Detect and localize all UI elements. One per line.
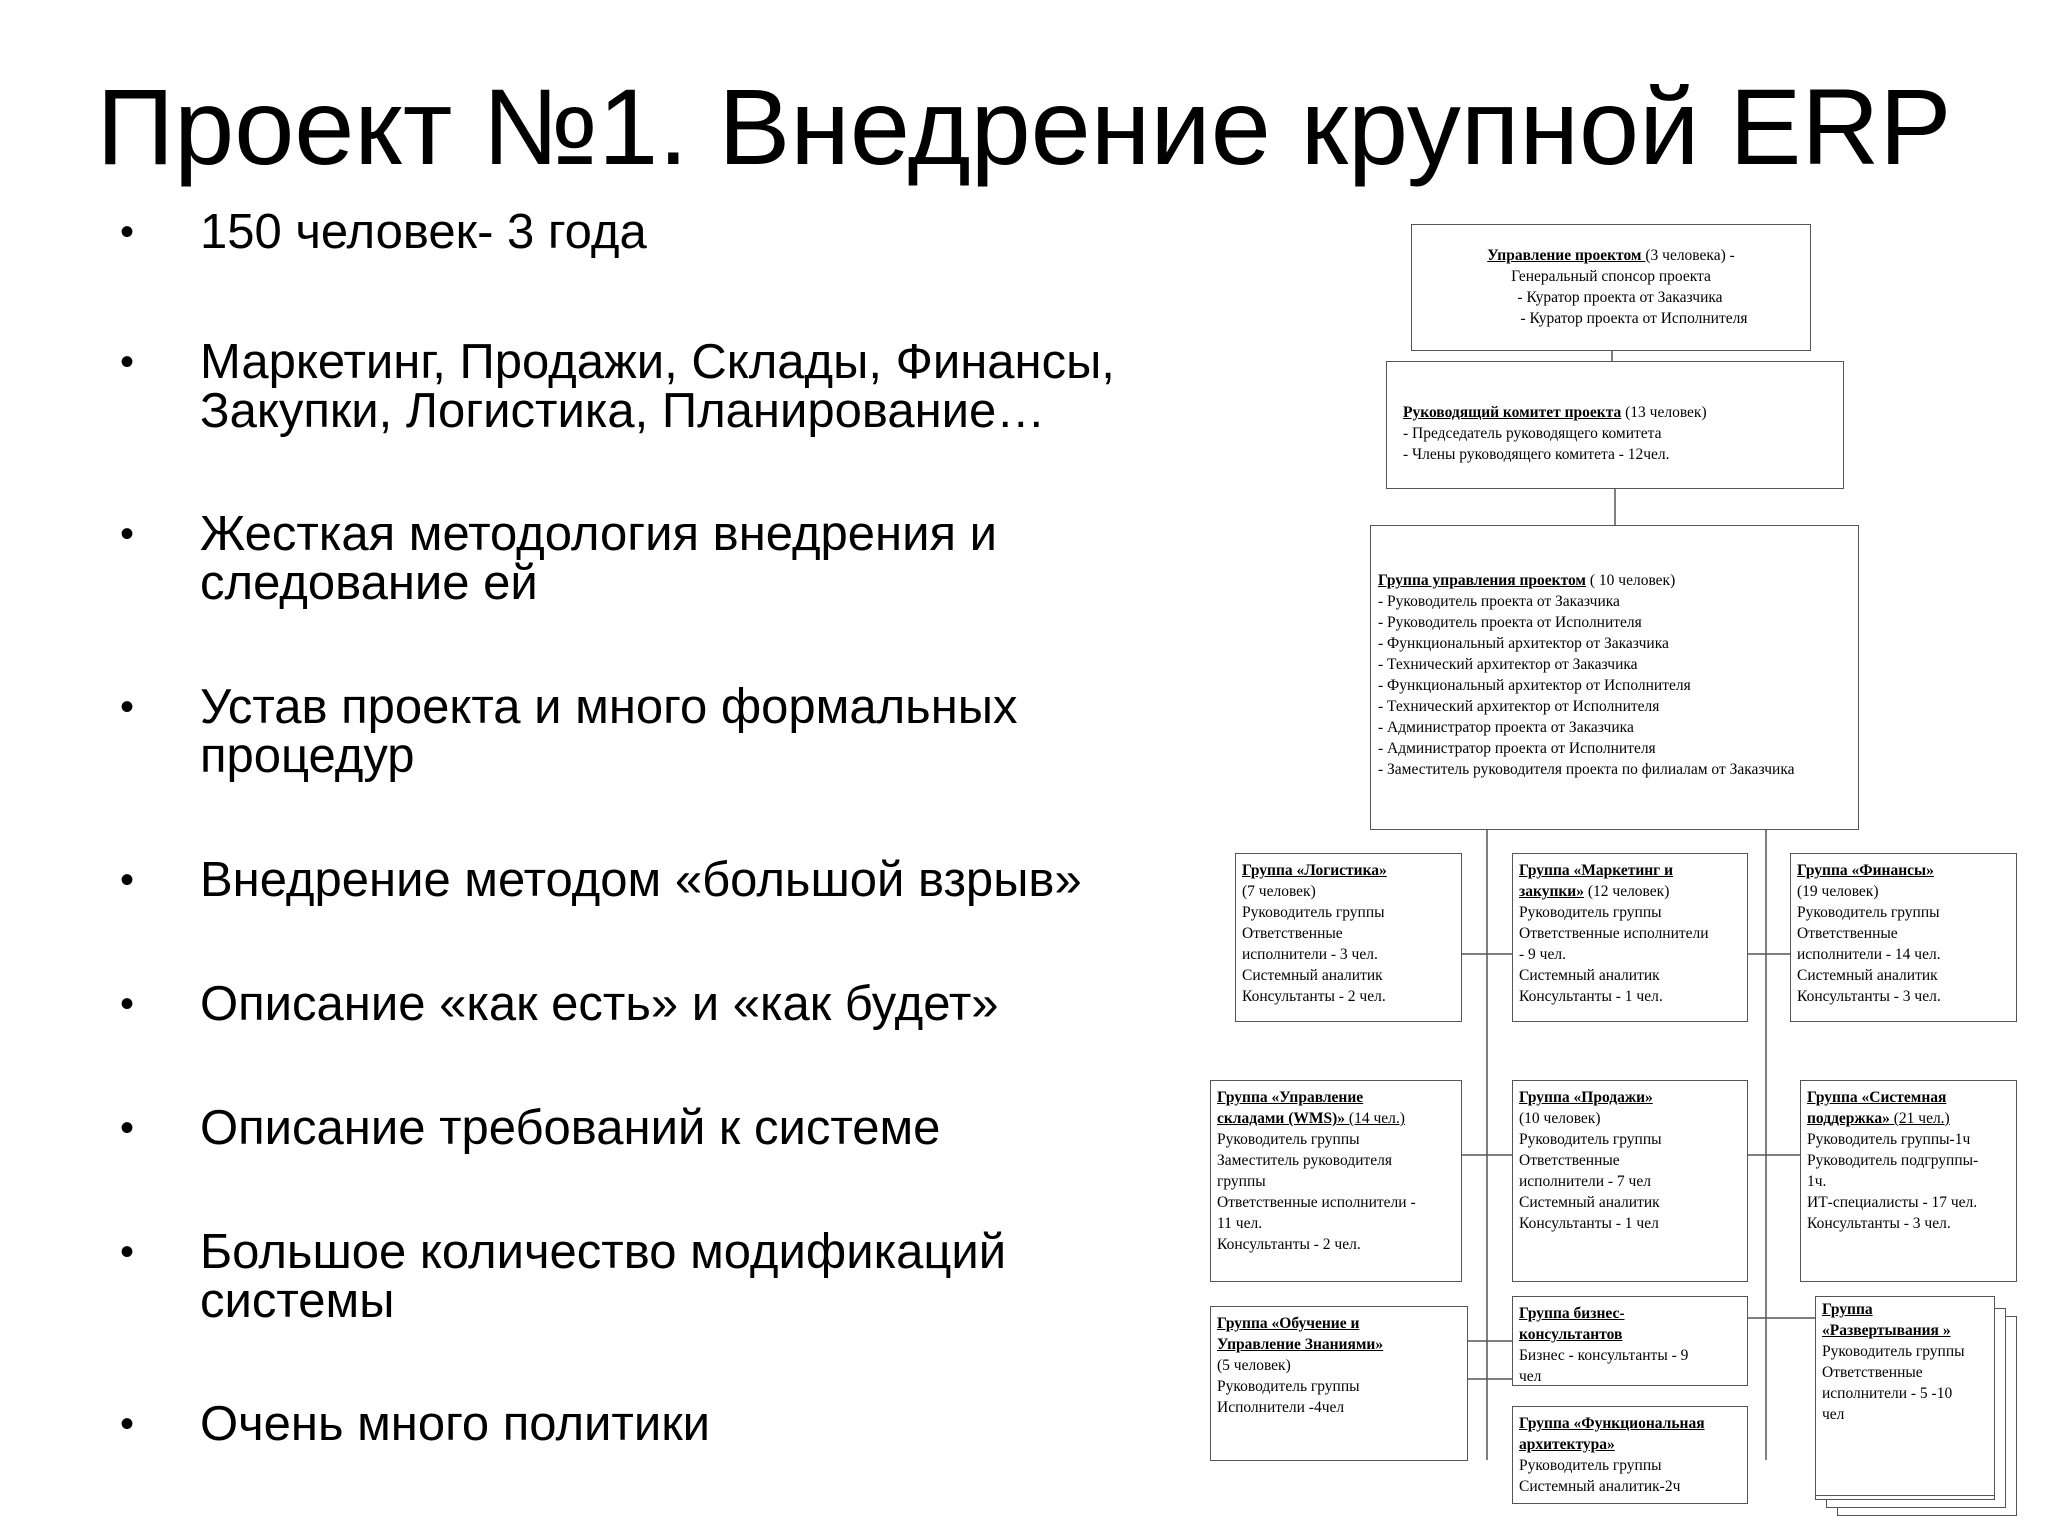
- bullet-dot: •: [120, 512, 135, 556]
- box-line: Консультанты - 1 чел: [1519, 1215, 1659, 1232]
- box-line: - Технический архитектор от Исполнителя: [1378, 698, 1660, 715]
- bullet-dot: •: [120, 1106, 135, 1150]
- bullet-dot: •: [120, 340, 135, 384]
- box-heading: «Развертывания »: [1822, 1322, 1951, 1339]
- bullet-text-cont: системы: [200, 1274, 395, 1328]
- box-line: Бизнес - консультанты - 9: [1519, 1347, 1689, 1364]
- box-heading: Группа: [1822, 1301, 1873, 1318]
- box-line: (5 человек): [1217, 1357, 1291, 1374]
- box-line: Руководитель группы: [1797, 904, 1940, 921]
- box-line: Руководитель группы: [1519, 1131, 1662, 1148]
- box-line: - Руководитель проекта от Исполнителя: [1378, 614, 1642, 631]
- box-line: - Куратор проекта от Заказчика: [1517, 289, 1723, 306]
- box-line: - Председатель руководящего комитета: [1403, 425, 1662, 442]
- box-heading-tail: (21 чел.): [1889, 1110, 1950, 1127]
- box-line: чел: [1822, 1406, 1845, 1423]
- box-line: 1ч.: [1807, 1173, 1827, 1190]
- bullet-dot: •: [120, 858, 135, 902]
- box-line: (19 человек): [1797, 883, 1879, 900]
- slide-title: Проект №1. Внедрение крупной ERP: [96, 66, 1952, 187]
- box-line: (10 человек): [1519, 1110, 1601, 1127]
- box-group-logistics: [1235, 853, 1462, 1022]
- box-line: Системный аналитик: [1797, 967, 1938, 984]
- box-line: Ответственные: [1519, 1152, 1620, 1169]
- box-heading: Группа «Функциональная: [1519, 1415, 1705, 1432]
- box-heading: Группа бизнес-: [1519, 1305, 1625, 1322]
- box-heading-tail: (12 человек): [1583, 883, 1670, 900]
- bullet-text: Маркетинг, Продажи, Склады, Финансы,: [200, 335, 1115, 389]
- box-line: - Заместитель руководителя проекта по филиалам от Заказчика: [1378, 761, 1795, 778]
- box-line: Консультанты - 2 чел.: [1217, 1236, 1361, 1253]
- box-line: Консультанты - 1 чел.: [1519, 988, 1663, 1005]
- box-heading-tail: ( 10 человек): [1586, 572, 1676, 589]
- bullet-dot: •: [120, 1402, 135, 1446]
- bullet-text: Жесткая методология внедрения и: [200, 507, 997, 561]
- box-line: Системный аналитик: [1519, 1194, 1660, 1211]
- box-line: чел: [1519, 1368, 1542, 1385]
- box-heading: Группа «Продажи»: [1519, 1089, 1653, 1106]
- box-group-finance: [1790, 853, 2017, 1022]
- box-line: Руководитель группы: [1822, 1343, 1965, 1360]
- box-line: исполнители - 7 чел: [1519, 1173, 1651, 1190]
- box-group-deployment: [1815, 1296, 1995, 1496]
- box-heading: Группа «Логистика»: [1242, 862, 1387, 879]
- box-line: Генеральный спонсор проекта: [1511, 268, 1711, 285]
- box-group-support: [1800, 1080, 2017, 1282]
- box-line: Руководитель подгруппы-: [1807, 1152, 1979, 1169]
- box-line: Ответственные исполнители -: [1217, 1194, 1416, 1211]
- box-heading-tail: (13 человек): [1621, 404, 1707, 421]
- box-line: (7 человек): [1242, 883, 1316, 900]
- box-heading: Группа управления проектом: [1378, 572, 1586, 589]
- box-line: - Руководитель проекта от Заказчика: [1378, 593, 1620, 610]
- bullet-text: Внедрение методом «большой взрыв»: [200, 853, 1082, 907]
- bullet-text: Описание требований к системе: [200, 1101, 941, 1155]
- box-heading: Управление проектом: [1487, 247, 1646, 264]
- box-group-wms: [1210, 1080, 1462, 1282]
- box-heading: Группа «Маркетинг и: [1519, 862, 1674, 879]
- box-line: - Функциональный архитектор от Исполнителя: [1378, 677, 1691, 694]
- bullet-text-cont: Закупки, Логистика, Планирование…: [200, 384, 1046, 438]
- box-group-consultants: [1512, 1296, 1748, 1386]
- box-pmo: [1370, 525, 1859, 830]
- box-line: - Технический архитектор от Заказчика: [1378, 656, 1638, 673]
- bullet-dot: •: [120, 982, 135, 1026]
- box-heading-tail: (3 человека) -: [1645, 247, 1735, 264]
- box-heading: Группа «Финансы»: [1797, 862, 1934, 879]
- box-line: - Функциональный архитектор от Заказчика: [1378, 635, 1669, 652]
- box-steering-committee: [1386, 361, 1844, 489]
- bullet-dot: •: [120, 685, 135, 729]
- box-heading-tail: (14 чел.): [1345, 1110, 1405, 1127]
- bullet-dot: •: [120, 210, 135, 254]
- box-line: группы: [1217, 1173, 1266, 1190]
- box-group-sales: [1512, 1080, 1748, 1282]
- box-line: Руководитель группы: [1217, 1378, 1360, 1395]
- box-line: Консультанты - 3 чел.: [1807, 1215, 1951, 1232]
- box-line: Руководитель группы-1ч: [1807, 1131, 1971, 1148]
- box-line: Руководитель группы: [1242, 904, 1385, 921]
- box-line: исполнители - 14 чел.: [1797, 946, 1941, 963]
- box-line: Консультанты - 3 чел.: [1797, 988, 1941, 1005]
- box-line: - 9 чел.: [1519, 946, 1566, 963]
- box-line: - Администратор проекта от Исполнителя: [1378, 740, 1656, 757]
- bullet-dot: •: [120, 1230, 135, 1274]
- box-line: Системный аналитик-2ч: [1519, 1478, 1681, 1495]
- box-heading: Группа «Управление: [1217, 1089, 1364, 1106]
- bullet-text-cont: следование ей: [200, 556, 538, 610]
- box-line: - Члены руководящего комитета - 12чел.: [1403, 446, 1670, 463]
- box-line: Ответственные исполнители: [1519, 925, 1709, 942]
- box-line: 11 чел.: [1217, 1215, 1263, 1232]
- box-heading: Руководящий комитет проекта: [1403, 404, 1622, 421]
- box-line: - Куратор проекта от Исполнителя: [1520, 310, 1748, 327]
- box-heading: Группа «Обучение и: [1217, 1315, 1360, 1332]
- box-group-marketing: [1512, 853, 1748, 1022]
- box-line: Системный аналитик: [1519, 967, 1660, 984]
- box-project-management: [1411, 224, 1811, 351]
- box-line: Ответственные: [1797, 925, 1898, 942]
- box-line: Ответственные: [1242, 925, 1343, 942]
- box-line: Руководитель группы: [1519, 1457, 1662, 1474]
- box-heading: Управление Знаниями»: [1217, 1336, 1384, 1353]
- box-line: Руководитель группы: [1217, 1131, 1360, 1148]
- box-line: исполнители - 3 чел.: [1242, 946, 1378, 963]
- bullet-text-cont: процедур: [200, 729, 415, 783]
- bullet-text: 150 человек- 3 года: [200, 205, 647, 259]
- org-chart: [1200, 220, 2040, 1520]
- box-line: Исполнители -4чел: [1217, 1399, 1345, 1416]
- box-heading: поддержка»: [1807, 1110, 1890, 1127]
- bullet-text: Очень много политики: [200, 1397, 711, 1451]
- box-group-functional: [1512, 1406, 1748, 1504]
- box-heading: Группа «Системная: [1807, 1089, 1947, 1106]
- box-heading: закупки»: [1519, 883, 1584, 900]
- box-line: Руководитель группы: [1519, 904, 1662, 921]
- box-line: ИТ-специалисты - 17 чел.: [1807, 1194, 1978, 1211]
- bullet-text: Описание «как есть» и «как будет»: [200, 977, 999, 1031]
- box-line: Заместитель руководителя: [1217, 1152, 1393, 1169]
- box-line: исполнители - 5 -10: [1822, 1385, 1953, 1402]
- box-line: Ответственные: [1822, 1364, 1923, 1381]
- box-line: Системный аналитик: [1242, 967, 1383, 984]
- box-group-training: [1210, 1306, 1468, 1461]
- box-line: Консультанты - 2 чел.: [1242, 988, 1386, 1005]
- box-line: - Администратор проекта от Заказчика: [1378, 719, 1634, 736]
- bullet-text: Большое количество модификаций: [200, 1225, 1007, 1279]
- box-heading: архитектура»: [1519, 1436, 1615, 1453]
- bullet-text: Устав проекта и много формальных: [200, 680, 1018, 734]
- box-heading: складами (WMS)»: [1217, 1110, 1346, 1127]
- box-heading: консультантов: [1519, 1326, 1623, 1343]
